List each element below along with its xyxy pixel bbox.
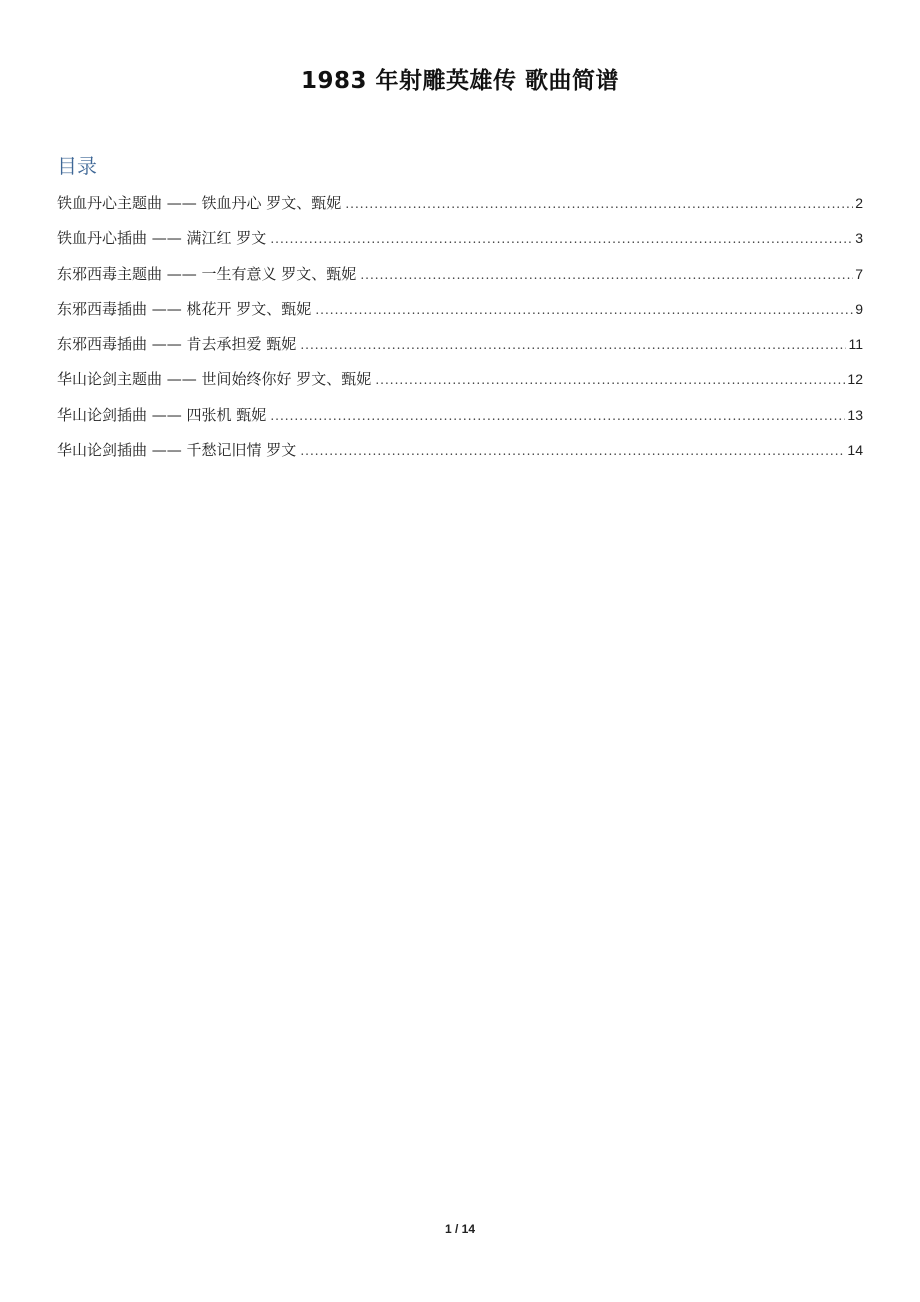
toc-entry[interactable]	[57, 331, 863, 366]
toc-entry-page-number: 2	[855, 195, 863, 211]
toc-entry-title: 华山论剑主题曲 —— 世间始终你好 罗文、甄妮	[57, 370, 372, 389]
toc-entry-page-number: 7	[855, 265, 863, 282]
toc-list	[57, 190, 863, 472]
toc-entry-page-number: 3	[855, 230, 863, 247]
toc-entry-title: 华山论剑插曲 —— 千愁记旧情 罗文	[57, 441, 297, 460]
toc-dot-leader	[315, 297, 853, 323]
toc-entry-page-number: 9	[855, 300, 863, 317]
toc-dot-leader	[345, 191, 853, 217]
toc-dot-leader	[300, 332, 846, 358]
toc-dot-leader	[360, 262, 853, 288]
toc-entry[interactable]	[57, 261, 863, 296]
toc-entry-title: 铁血丹心插曲 —— 满江红 罗文	[57, 229, 267, 248]
toc-dot-leader	[300, 438, 845, 464]
toc-entry-title: 东邪西毒主题曲 —— 一生有意义 罗文、甄妮	[57, 264, 357, 283]
document-title: 1983 年射雕英雄传 歌曲简谱	[300, 68, 620, 94]
toc-dot-leader	[270, 403, 845, 429]
toc-entry-page-number: 14	[847, 442, 863, 459]
toc-entry-title: 华山论剑插曲 —— 四张机 甄妮	[57, 405, 267, 424]
toc-entry-page-number: 11	[848, 336, 863, 353]
toc-entry[interactable]	[57, 437, 863, 472]
toc-entry[interactable]	[57, 225, 863, 260]
toc-entry-title: 东邪西毒插曲 —— 桃花开 罗文、甄妮	[57, 299, 312, 318]
toc-entry-page-number: 12	[847, 371, 863, 388]
toc-entry[interactable]	[57, 366, 863, 401]
toc-entry[interactable]	[57, 402, 863, 437]
toc-heading: 目录	[57, 154, 97, 178]
toc-dot-leader	[375, 367, 845, 393]
toc-entry-page-number: 13	[847, 406, 863, 423]
toc-entry-title: 东邪西毒插曲 —— 肯去承担爱 甄妮	[57, 335, 297, 354]
toc-dot-leader	[270, 226, 853, 252]
toc-entry-title: 铁血丹心主题曲 —— 铁血丹心 罗文、甄妮	[57, 194, 342, 212]
page-indicator: 1 / 14	[444, 1222, 476, 1236]
toc-entry[interactable]	[57, 296, 863, 331]
toc-entry[interactable]	[57, 190, 863, 225]
